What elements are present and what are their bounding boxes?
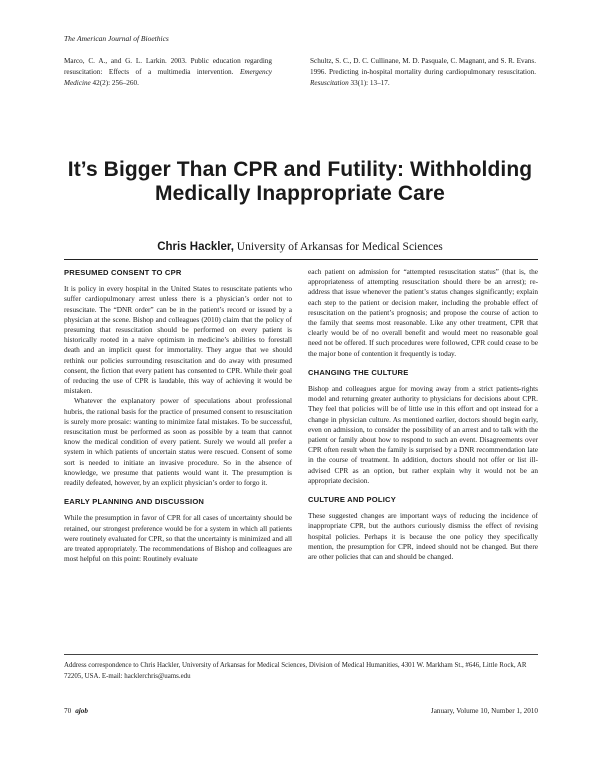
reference-marco [64, 56, 272, 89]
article-title: It’s Bigger Than CPR and Futility: Withholding Medically Inappropriate Care [67, 158, 533, 205]
reference-schultz-volume: 33(1): 13–17. [348, 79, 390, 87]
byline [60, 241, 540, 253]
paragraph-early-1: While the presumption in favor of CPR for all cases of uncertainty should be retained, our strongest preference would be for a system in which all patients were routinely evaluated for CPR, so that the uncertainty is minimized and all are treated appropriately. The recommendations of Bishop and colleagues are most helpful on this point: Routinely evaluate [64, 513, 292, 564]
left-column [64, 268, 292, 564]
issue-info: January, Volume 10, Number 1, 2010 [430, 707, 538, 715]
reference-marco-volume: 42(2): 256–260. [90, 79, 139, 87]
correspondence-footnote: Address correspondence to Chris Hackler, University of Arkansas for Medical Sciences, Division of Medical Humanities, 4301 W. Markham St., #646, Little Rock, AR 72205, USA. E-mail: hacklerchris@uams.edu [64, 662, 527, 680]
heading-presumed-consent: PRESUMED CONSENT TO CPR [64, 268, 182, 277]
author-name: Chris Hackler, [157, 241, 234, 253]
heading-early-planning: EARLY PLANNING AND DISCUSSION [64, 497, 205, 507]
paragraph-presumed-2: Whatever the explanatory power of speculations about professional hubris, the rational basis for the practice of presumed consent to resuscitation is surely more prosaic: wanting to minimize fatal mistakes. To be successful, resuscitation must be performed as soon as possible by a team that cannot know the medical condition of every patient. Surely we would all prefer a system in which patients of uncertain status were rescued. Consent of some sort is needed to initiate an invasive procedure. So in the absence of knowledge, we presume that patients would want it. The presumption is readily defeated, however, by an explicit physician’s order to forgo it. [64, 396, 292, 488]
reference-marco-journal: Emergency Medicine [64, 68, 272, 87]
reference-schultz-journal: Resuscitation [310, 79, 349, 87]
paragraph-culture-policy-1: These suggested changes are important ways of reducing the incidence of inappropriate CPR, but the authors curiously dismiss the effect of revising hospital policies. Perhaps it is because the one policy they specifically mention, the presumption for CPR, indeed should not be changed. But there are other policies that can and should be changed. [308, 511, 538, 562]
title-divider [64, 259, 538, 260]
page-number: 70 [64, 707, 72, 715]
paragraph-changing-1: Bishop and colleagues argue for moving away from a strict patients-rights model and returning greater authority to physicians for decisions about CPR. They feel that policies will be of little use in this effort and opt instead for a change in physician culture. As mentioned earlier, doctors should begin early, even on admission, to consider the possibility of an arrest and to talk with the patient or family about how to respond to such an event. Disagreements over CPR often result when the family is surprised by a DNR recommendation late in the course of treatment. In addition, doctors should not offer or list ill-advised CPR as an option, but rather explain why it would not be an appropriate decision. [308, 384, 538, 485]
page-footer-left [64, 707, 88, 715]
paragraph-presumed-1: It is policy in every hospital in the United States to resuscitate patients who suffer cardiopulmonary arrest unless there is a physician’s order not to resuscitate. The “DNR order” can be in the patient’s record or issued by a physician at the scene. Bishop and colleagues (2010) claim that the policy of presuming that resuscitation should be performed on every patient is historically rooted in a naive optimism in medicine’s abilities to forestall death and an implicit quest for immortality. They argue that we should rethink our policies surrounding resuscitation and do away with presumed consent, the fiction that every patient has consented to CPR. While their goal of reducing the use of CPR is laudable, this way of achieving it would be mistaken. [64, 284, 292, 396]
journal-header: The American Journal of Bioethics [64, 34, 169, 43]
paragraph-early-continued: each patient on admission for “attempted resuscitation status” (that is, the appropriateness of attempting resuscitation should there be an arrest); re-address that issue whenever the patient’s status changes significantly; explain each step to the patient or decision maker, including the probable effect of resuscitation on the patient’s prognosis; and propose the course of action to the family that seems most reasonable. Like any other treatment, CPR that clearly would be of no overall benefit and would meet no reasonable goal need not be offered. If such procedures were followed, CPR could cease to be the major bone of contention it frequently is today. [308, 267, 538, 358]
footnote-divider [64, 654, 538, 655]
right-column [308, 267, 538, 562]
heading-changing-culture: CHANGING THE CULTURE [308, 367, 409, 377]
journal-abbrev: ajob [75, 707, 88, 715]
reference-schultz-text: Schultz, S. C., D. C. Cullinane, M. D. Pasquale, C. Magnant, and S. R. Evans. 1996. Predicting in-hospital mortality during cardiopulmonary resuscitation. [310, 57, 536, 76]
author-affiliation: University of Arkansas for Medical Sciences [233, 241, 443, 253]
reference-schultz [310, 56, 536, 89]
reference-marco-text: Marco, C. A., and G. L. Larkin. 2003. Public education regarding resuscitation: Effects of a multimedia intervention. [64, 57, 272, 76]
heading-culture-policy: CULTURE AND POLICY [308, 495, 396, 505]
